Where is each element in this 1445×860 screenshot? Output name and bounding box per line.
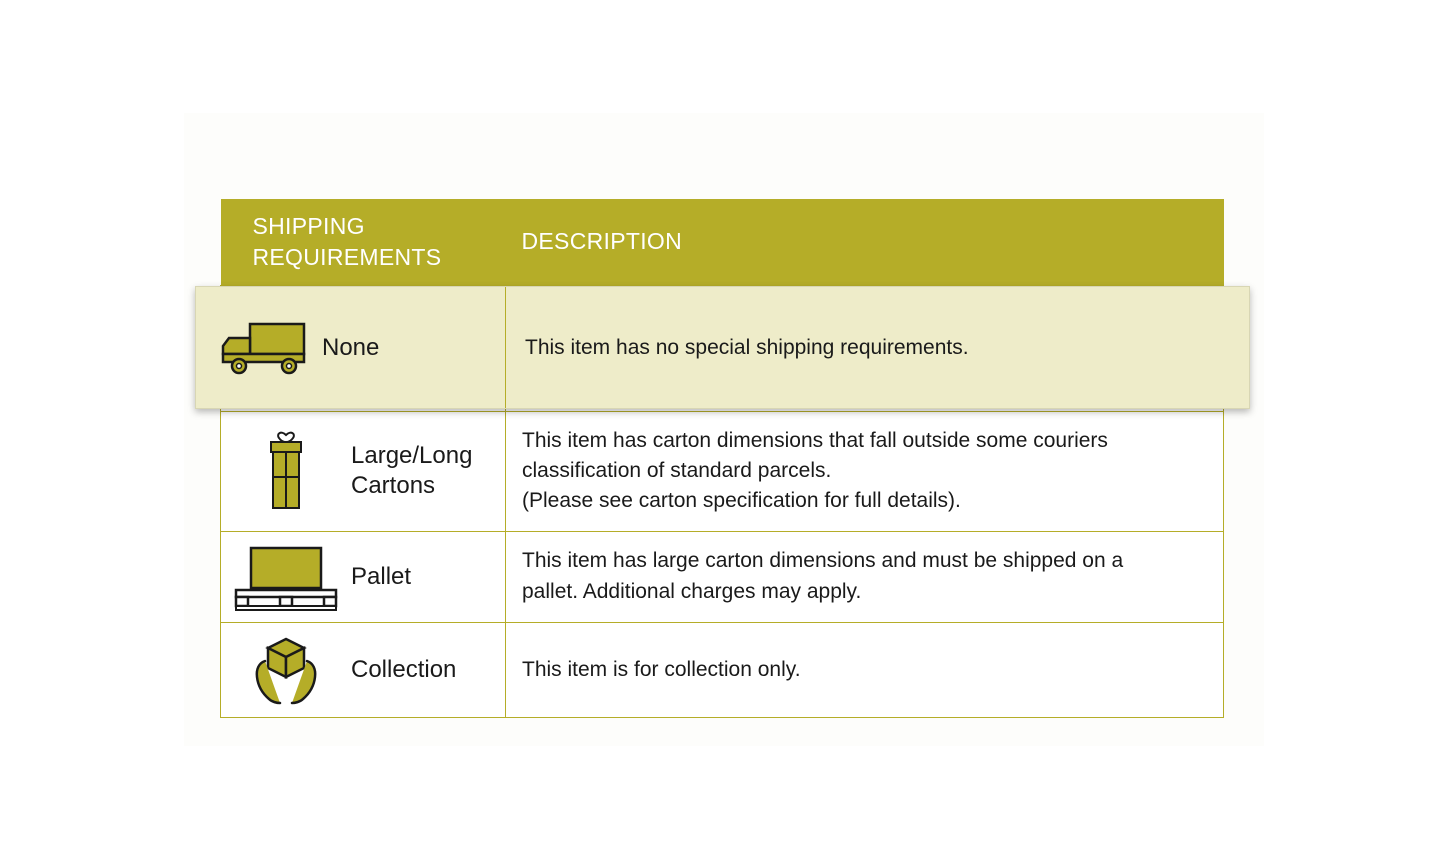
- header-shipping-requirements: SHIPPING REQUIREMENTS: [252, 212, 442, 270]
- header-description: DESCRIPTION: [521, 228, 682, 255]
- row-collection-requirement-cell: [221, 622, 506, 717]
- row-pallet-label: Pallet: [351, 562, 412, 590]
- highlighted-row-none[interactable]: [195, 286, 1250, 409]
- row-cartons-label: Large/Long Cartons: [351, 442, 473, 500]
- row-none-label: None: [322, 333, 380, 361]
- row-collection-label: Collection: [351, 655, 457, 683]
- long-carton-icon: [231, 429, 341, 513]
- shipping-requirements-table: [220, 199, 1224, 718]
- row-collection-description-cell: This item is for collection only.: [506, 622, 1224, 717]
- table-row-collection[interactable]: [221, 622, 1224, 717]
- row-pallet-description-line1: This item has large carton dimensions and must be shipped on a: [522, 549, 1124, 573]
- row-none-description: This item has no special shipping requirements.: [525, 335, 969, 359]
- row-pallet-requirement-cell: [221, 531, 506, 622]
- row-cartons-requirement-cell: [221, 411, 506, 531]
- row-none-requirement: [196, 287, 506, 408]
- row-cartons-description-line1: This item has carton dimensions that fall outside some couriers: [522, 428, 1108, 452]
- table-row-large-long-cartons[interactable]: [221, 411, 1224, 531]
- row-cartons-description-line2: classification of standard parcels.: [522, 458, 832, 482]
- hands-holding-box-icon: [231, 633, 341, 707]
- pallet-icon: [231, 542, 341, 612]
- row-pallet-description-cell: [506, 531, 1224, 622]
- row-cartons-description-cell: [506, 411, 1224, 531]
- table-header-row: [221, 199, 1224, 285]
- delivery-truck-icon: [212, 316, 322, 380]
- table-row-pallet[interactable]: [221, 531, 1224, 622]
- row-cartons-description-line3: (Please see carton specification for full details).: [522, 489, 961, 513]
- row-pallet-description-line2: pallet. Additional charges may apply.: [522, 579, 862, 603]
